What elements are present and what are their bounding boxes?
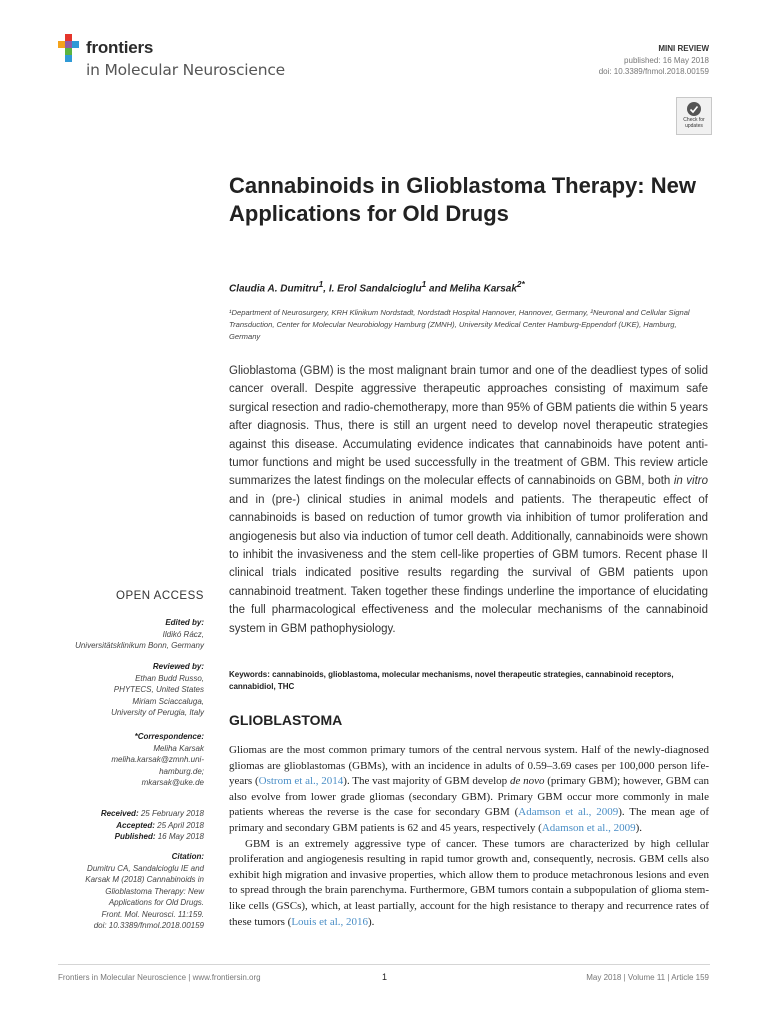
- citation-line: Dumitru CA, Sandalcioglu IE and: [87, 863, 204, 873]
- abstract-italic: in vitro: [673, 475, 709, 488]
- received-label: Received:: [100, 809, 139, 818]
- reference-link[interactable]: Adamson et al., 2009: [518, 806, 619, 819]
- reference-link[interactable]: Ostrom et al., 2014: [258, 775, 344, 788]
- dates-block: [14, 808, 204, 843]
- body-paragraph: [229, 743, 709, 837]
- citation-line: Front. Mol. Neurosci. 11:159.: [101, 909, 204, 919]
- author-list: [229, 279, 525, 294]
- author-name: Claudia A. Dumitru: [229, 283, 319, 295]
- correspondence-email[interactable]: meliha.karsak@zmnh.uni-: [111, 755, 204, 764]
- abstract-text: Glioblastoma (GBM) is the most malignant brain tumor and one of the deadliest types of solid cancer overall. Despite aggressive therapeutic approaches consisting of maximum safe surgical resection and radio-chemotherapy, more than 95% of GBM patients die within 5 years after diagnosis. Thus, there is still an urgent need to develop novel therapeutic strategies against this disease. Accumulating evidence indicates that cannabinoids have potent anti-tumor functions and might be used successfully in the treatment of GBM. This review article summarizes the latest findings on the molecular effects of cannabinoids on GBM, both: [229, 365, 708, 488]
- body-italic: de novo: [509, 775, 545, 788]
- author-name: I. Erol Sandalcioglu: [328, 283, 422, 295]
- published-date: published: 16 May 2018: [624, 56, 709, 65]
- footer-issue: May 2018 | Volume 11 | Article 159: [586, 973, 709, 982]
- brand-name: frontiers: [86, 38, 154, 57]
- reference-link[interactable]: Louis et al., 2016: [291, 915, 369, 928]
- footer-journal[interactable]: Frontiers in Molecular Neuroscience | www.frontiersin.org: [58, 973, 261, 982]
- body-text-run: Gliomas are the most common primary tumors of the central nervous system. Half of the newly-diagnosed gliomas are glioblastomas (GBMs), with an incidence in adults of 0.59–3.69 cases per 100,000 person life-years (: [229, 744, 709, 788]
- received-line: [14, 808, 204, 820]
- author-affiliation-mark: 1: [421, 279, 427, 289]
- open-access-label: OPEN ACCESS: [116, 590, 204, 602]
- abstract-text: and in (pre-) clinical studies in animal models and patients. The therapeutic effect of cannabinoids is based on reduction of tumor growth via inhibition of tumor proliferation and angiogenesis but also via induction of tumor cell death. Additionally, cannabinoids were shown to inhibit the invasiveness and the stem cell-like properties of GBM tumors. Recent phase II clinical trials indicated positive results regarding the survival of GBM patients upon cannabinoid treatment. Taken together these findings underline the importance of elucidating the full pharmacological effectiveness and the molecular mechanisms of the cannabinoid system in GBM pathophysiology.: [229, 493, 708, 635]
- edited-by-label: Edited by:: [165, 618, 204, 627]
- edited-by-block: [14, 617, 204, 652]
- check-updates-icon: [686, 101, 702, 117]
- published-label: Published:: [114, 832, 156, 841]
- citation-label: Citation:: [171, 852, 204, 861]
- author-separator: ,: [323, 283, 329, 295]
- accepted-label: Accepted:: [116, 820, 155, 830]
- keywords: Keywords: cannabinoids, glioblastoma, molecular mechanisms, novel therapeutic strategies, cannabinoid receptors, cannabidiol, THC: [229, 670, 674, 691]
- check-updates-label: Check for updates: [683, 117, 705, 129]
- citation-line: Applications for Old Drugs.: [108, 898, 204, 907]
- correspondence-line: Meliha Karsak: [153, 743, 204, 753]
- accepted-date: 25 April 2018: [157, 820, 204, 830]
- reference-link[interactable]: Adamson et al., 2009: [541, 821, 636, 834]
- body-text-run: ).: [368, 915, 375, 928]
- page-number: 1: [382, 972, 388, 982]
- article-title: Cannabinoids in Glioblastoma Therapy: New Applications for Old Drugs: [229, 173, 696, 226]
- footer-divider: [58, 964, 710, 965]
- published-date-side: 16 May 2018: [157, 832, 204, 841]
- reviewer-line: Miriam Sciaccaluga,: [132, 696, 204, 706]
- check-for-updates-badge[interactable]: [676, 97, 712, 135]
- author-name: Meliha Karsak: [449, 283, 517, 295]
- author-separator: and: [426, 283, 450, 295]
- received-date: 25 February 2018: [140, 809, 204, 818]
- body-text: [229, 743, 709, 930]
- citation-line: Glioblastoma Therapy: New: [105, 886, 204, 896]
- reviewer-line: University of Perugia, Italy: [111, 708, 204, 717]
- body-text-run: ). The vast majority of GBM develop: [343, 775, 510, 788]
- body-paragraph: [229, 837, 709, 931]
- author-affiliation-mark: 2*: [516, 279, 525, 289]
- reviewed-by-label: Reviewed by:: [152, 662, 204, 671]
- editor-line: Universitätsklinikum Bonn, Germany: [75, 641, 204, 650]
- accepted-line: [14, 820, 204, 832]
- citation-line: Karsak M (2018) Cannabinoids in: [85, 875, 204, 884]
- body-text-run: ).: [635, 821, 643, 834]
- correspondence-label: *Correspondence:: [134, 732, 204, 741]
- body-text-run: (primary GBM); however, GBM can also evolve from lower grade gliomas (secondary GBM). Primary GBM occur more commonly in male patients whereas the reverse is the case for secondary GBM (: [229, 775, 710, 819]
- body-text-run: ). The mean age of primary and secondary GBM patients is 62 and 45 years, respectively (: [229, 806, 709, 834]
- affiliations: ¹Department of Neurosurgery, KRH Klinikum Nordstadt, Nordstadt Hospital Hannover, Hannover, Germany, ²Neuronal and Cellular Signal Transduction, Center for Molecular Neurobiology Hamburg (ZMNH), University Medical Center Hamburg-Eppendorf (UKE), Hamburg, Germany: [229, 308, 690, 341]
- section-heading: GLIOBLASTOMA: [229, 712, 343, 728]
- author-affiliation-mark: 1: [318, 279, 324, 289]
- frontiers-logo-icon: [58, 34, 80, 62]
- doi[interactable]: doi: 10.3389/fnmol.2018.00159: [598, 67, 709, 76]
- article-type: MINI REVIEW: [658, 44, 709, 53]
- correspondence-email[interactable]: mkarsak@uke.de: [141, 778, 204, 787]
- reviewer-line: Ethan Budd Russo,: [135, 673, 204, 683]
- journal-name: in Molecular Neuroscience: [86, 61, 285, 79]
- reviewer-line: PHYTECS, United States: [113, 685, 204, 694]
- citation-block: [14, 851, 204, 932]
- citation-line: doi: 10.3389/fnmol.2018.00159: [93, 921, 204, 930]
- editor-line: Ildikó Rácz,: [162, 629, 204, 639]
- body-text-run: GBM is an extremely aggressive type of cancer. These tumors are characterized by high cellular proliferation and angiogenesis resulting in rapid tumor growth and, consequently, necrosis. GBM cells also exhibit high migration and invasive properties, which allow them to produce metachronous lesions and even to spread through the brain parenchyma. Furthermore, GBM tumors contain a subpopulation of glioma stem-like cells (GSCs), which, at least partially, account for the high resistance to therapy and recurrence rates of these tumors (: [229, 837, 709, 928]
- correspondence-email[interactable]: hamburg.de;: [159, 766, 204, 776]
- published-line: [14, 831, 204, 843]
- abstract: [229, 362, 708, 638]
- correspondence-block: [14, 731, 204, 789]
- reviewed-by-block: [14, 661, 204, 719]
